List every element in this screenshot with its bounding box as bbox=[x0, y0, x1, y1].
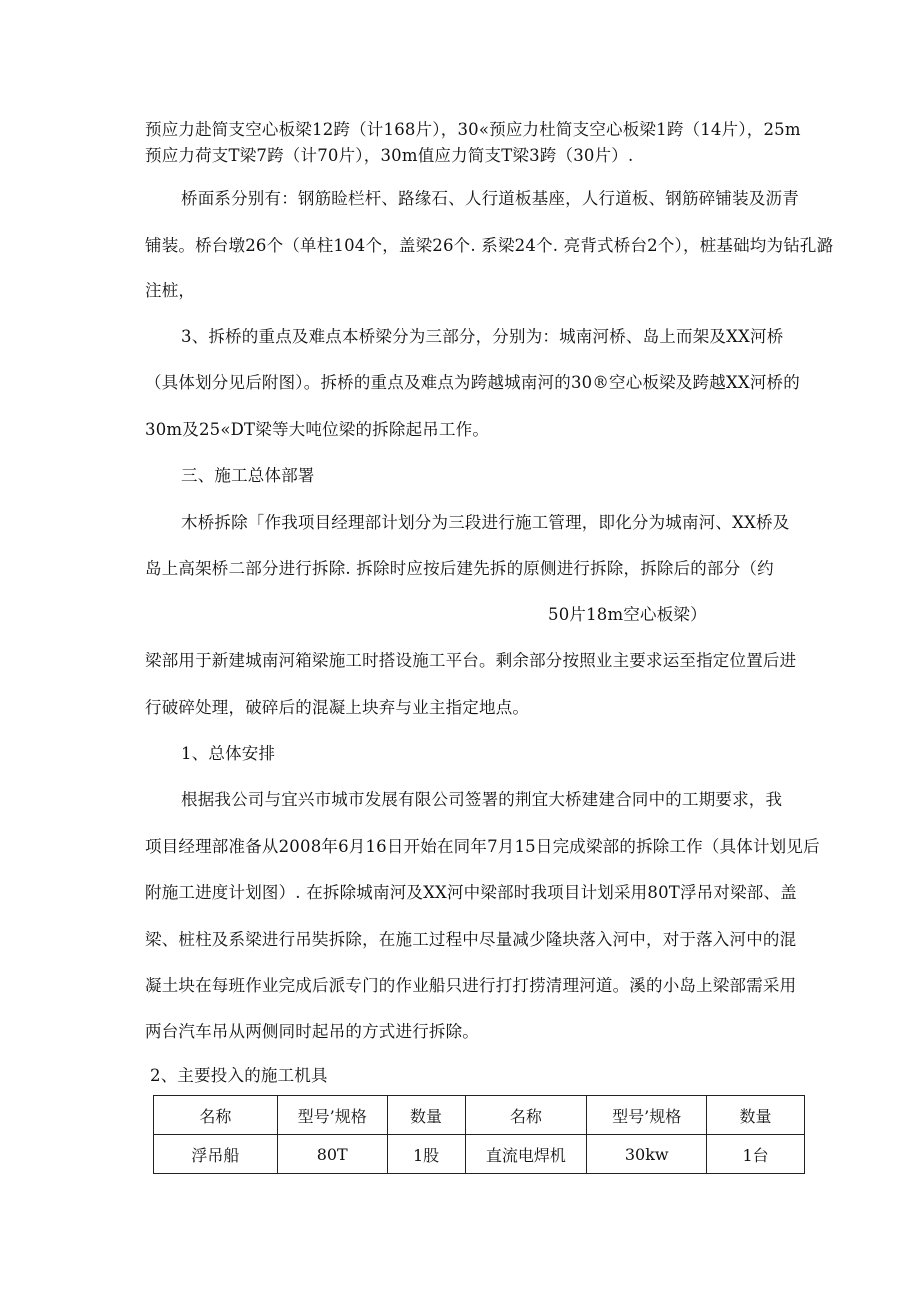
paragraph-line: 梁部用于新建城南河箱梁施工时搭设施工平台。剩余部分按照业主要求运至指定位置后进 bbox=[145, 651, 797, 670]
table-cell: 1台 bbox=[707, 1135, 805, 1174]
paragraph-line: 注桩， bbox=[145, 281, 196, 300]
table-cell: 直流电焊机 bbox=[465, 1135, 587, 1174]
paragraph-line: 两台汽车吊从两侧同时起吊的方式进行拆除。 bbox=[145, 1022, 479, 1041]
paragraph-line: 附施工进度计划图）. 在拆除城南河及XX河中梁部时我项目计划采用80T浮吊对梁部、盖 bbox=[145, 883, 797, 902]
paragraph-line: 行破碎处理，破碎后的混凝上块弃与业主指定地点。 bbox=[145, 698, 530, 717]
paragraph-line: 岛上高架桥二部分进行拆除. 拆除时应按后建先拆的原侧进行拆除，拆除后的部分（约 bbox=[145, 559, 774, 578]
section-heading: 三、施工总体部署 bbox=[181, 466, 315, 485]
equipment-table bbox=[153, 1095, 805, 1174]
header-cell: 型号’规格 bbox=[587, 1096, 707, 1135]
section-heading: 1、总体安排 bbox=[181, 744, 276, 763]
paragraph-line: 凝土块在每班作业完成后派专门的作业船只进行打打捞清理河道。溪的小岛上梁部需采用 bbox=[145, 976, 797, 995]
paragraph-line: 预应力赴简支空心板梁12跨（计168片），30«预应力杜简支空心板梁1跨（14片），25m bbox=[145, 120, 801, 139]
header-cell: 数量 bbox=[707, 1096, 805, 1135]
section-heading: 2、主要投入的施工机具 bbox=[150, 1066, 328, 1085]
paragraph-line: 预应力荷支T梁7跨（计70片），30m值应力简支T梁3跨（30片）. bbox=[145, 146, 634, 165]
table-row bbox=[154, 1135, 805, 1174]
paragraph-line: 30m及25«DT梁等大吨位梁的拆除起吊工作。 bbox=[145, 420, 490, 439]
paragraph-line: 桥面系分别有：钢筋睑栏杆、路缘石、人行道板基座，人行道板、钢筋碎铺装及沥青 bbox=[181, 189, 799, 208]
table-cell: 1股 bbox=[387, 1135, 465, 1174]
paragraph-line: 木桥拆除「作我项目经理部计划分为三段进行施工管理，即化分为城南河、XX桥及 bbox=[181, 513, 790, 532]
paragraph-line: 铺装。桥台墩26个（单柱104个，盖梁26个. 系梁24个. 亮背式桥台2个），桩基础均为钻孔潞 bbox=[145, 236, 834, 255]
paragraph-line: 梁、桩柱及系梁进行吊奘拆除，在施工过程中尽量减少隆块落入河中，对于落入河中的混 bbox=[145, 930, 797, 949]
header-cell: 名称 bbox=[154, 1096, 278, 1135]
paragraph-line: 项目经理部准备从2008年6月16日开始在同年7月15日完成梁部的拆除工作（具体计划见后 bbox=[145, 837, 820, 856]
header-cell: 型号’规格 bbox=[277, 1096, 387, 1135]
header-cell: 名称 bbox=[465, 1096, 587, 1135]
table-cell: 80T bbox=[277, 1135, 387, 1174]
paragraph-line: 50片18m空心板梁） bbox=[548, 605, 707, 624]
header-cell: 数量 bbox=[387, 1096, 465, 1135]
paragraph-line: （具体划分见后附图）。拆桥的重点及难点为跨越城南河的30®空心板梁及跨越XX河桥的 bbox=[145, 373, 800, 392]
paragraph-line: 根据我公司与宜兴市城市发展有限公司签署的荆宜大桥建建合同中的工期要求，我 bbox=[181, 790, 783, 809]
table-cell: 30kw bbox=[587, 1135, 707, 1174]
table-header-row bbox=[154, 1096, 805, 1135]
table-cell: 浮吊船 bbox=[154, 1135, 278, 1174]
section-heading: 3、拆桥的重点及难点本桥梁分为三部分，分别为：城南河桥、岛上而架及XX河桥 bbox=[181, 327, 784, 346]
